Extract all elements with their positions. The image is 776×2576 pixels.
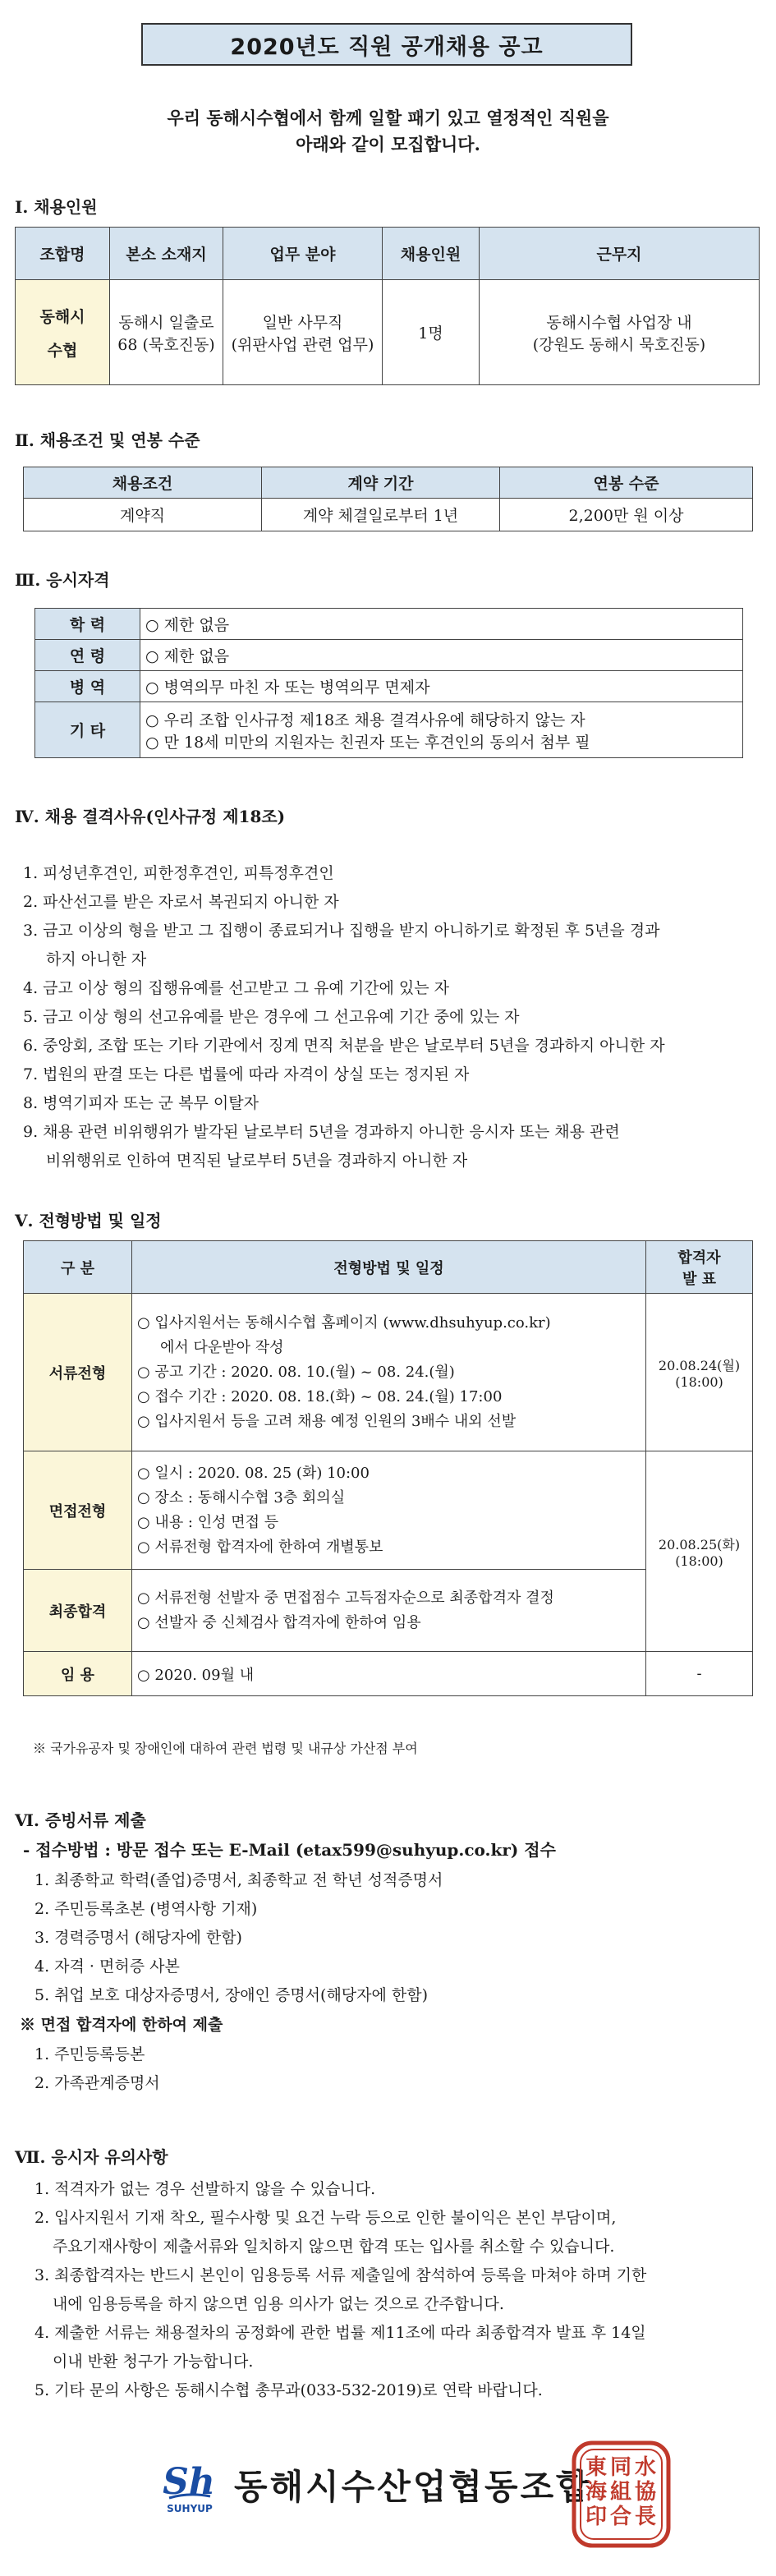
- interview-docs-heading: ※ 면접 합격자에 한하여 제출: [20, 2016, 223, 2034]
- schedule-final: ○ 서류전형 선발자 중 면접점수 고득점자순으로 최종합격자 결정 ○ 선발자 중 신체검사 합격자에 한하여 임용: [132, 1570, 646, 1652]
- recruit-header-workplace: 근무지: [480, 228, 760, 280]
- condition-table: [23, 467, 753, 531]
- schedule-result-interview: 20.08.25(화) (18:00): [646, 1451, 753, 1652]
- caution-item: 5. 기타 문의 사항은 동해시수협 총무과(033-532-2019)로 연락 바랍니다.: [34, 2381, 543, 2399]
- recruit-header-location: 본소 소재지: [110, 228, 223, 280]
- condition-header-period: 계약 기간: [262, 467, 500, 499]
- recruit-org: 동해시 수협: [16, 280, 110, 385]
- recruit-count: 1명: [383, 280, 480, 385]
- qual-other: ○ 우리 조합 인사규정 제18조 채용 결격사유에 해당하지 않는 자 ○ 만 18세 미만의 지원자는 친권자 또는 후견인의 동의서 첨부 필: [140, 702, 743, 758]
- disq-item-cont: 비위행위로 인하여 면직된 날로부터 5년을 경과하지 아니한 자: [46, 1152, 468, 1170]
- suhyup-logo-icon: [161, 2459, 218, 2517]
- recruit-header-count: 채용인원: [383, 228, 480, 280]
- schedule-table: [23, 1240, 753, 1696]
- organization-name: 동해시수산업협동조합: [234, 2467, 592, 2507]
- schedule-header-method: 전형방법 및 일정: [132, 1241, 646, 1294]
- doc-item: 3. 경력증명서 (해당자에 한함): [34, 1929, 242, 1947]
- caution-item: 2. 입사지원서 기재 착오, 필수사항 및 요건 누락 등으로 인한 불이익은 본인 부담이며,: [34, 2209, 617, 2227]
- qual-label-military: 병 역: [35, 671, 140, 702]
- svg-text:東: 東: [585, 2455, 608, 2480]
- section-7-heading: Ⅶ. 응시자 유의사항: [15, 2147, 168, 2167]
- disq-item: 9. 채용 관련 비위행위가 발각된 날로부터 5년을 경과하지 아니한 응시자 또는 채용 관련: [23, 1123, 620, 1141]
- disq-item: 2. 파산선고를 받은 자로서 복권되지 아니한 자: [23, 893, 339, 911]
- condition-header-salary: 연봉 수준: [500, 467, 753, 499]
- schedule-label-appoint: 임 용: [24, 1652, 132, 1696]
- caution-item: 1. 적격자가 없는 경우 선발하지 않을 수 있습니다.: [34, 2180, 376, 2198]
- svg-text:同: 同: [609, 2455, 632, 2480]
- disq-item: 7. 법원의 판결 또는 다른 법률에 따라 자격이 상실 또는 정지된 자: [23, 1065, 470, 1083]
- schedule-interview: ○ 일시 : 2020. 08. 25 (화) 10:00 ○ 장소 : 동해시수협 3층 회의실 ○ 내용 : 인성 면접 등 ○ 서류전형 합격자에 한하여 개별통보: [132, 1451, 646, 1570]
- intro-line-2: 아래와 같이 모집합니다.: [296, 134, 480, 154]
- disq-item: 3. 금고 이상의 형을 받고 그 집행이 종료되거나 집행을 받지 아니하기로 확정된 후 5년을 경과: [23, 922, 660, 940]
- condition-period: 계약 체결일로부터 1년: [262, 499, 500, 531]
- section-4-heading: Ⅳ. 채용 결격사유(인사규정 제18조): [15, 807, 286, 826]
- svg-text:合: 合: [609, 2505, 632, 2529]
- section-6-heading: Ⅵ. 증빙서류 제출: [15, 1810, 146, 1830]
- page-title: 2020년도 직원 공개채용 공고: [141, 23, 632, 66]
- qualification-table: [34, 608, 743, 758]
- svg-text:Sh: Sh: [163, 2461, 215, 2503]
- svg-text:長: 長: [634, 2505, 657, 2529]
- recruit-header-field: 업무 분야: [223, 228, 383, 280]
- caution-item: 4. 제출한 서류는 채용절차의 공정화에 관한 법률 제11조에 따라 최종합격자 발표 후 14일: [34, 2324, 646, 2342]
- svg-text:海: 海: [585, 2480, 608, 2505]
- submit-method: - 접수방법 : 방문 접수 또는 E-Mail (etax599@suhyup.co.kr) 접수: [23, 1840, 556, 1860]
- doc-item: 2. 가족관계증명서: [34, 2074, 160, 2092]
- disq-item: 5. 금고 이상 형의 선고유예를 받은 경우에 그 선고유예 기간 중에 있는 자: [23, 1008, 520, 1026]
- section-1-heading: Ⅰ. 채용인원: [15, 197, 98, 217]
- recruit-table: [15, 227, 760, 385]
- logo-wordmark: SUHYUP: [167, 2503, 213, 2514]
- schedule-label-final: 최종합격: [24, 1570, 132, 1652]
- doc-item: 4. 자격 · 면허증 사본: [34, 1957, 180, 1976]
- section-3-heading: Ⅲ. 응시자격: [15, 570, 110, 590]
- doc-item: 1. 최종학교 학력(졸업)증명서, 최종학교 전 학년 성적증명서: [34, 1871, 443, 1889]
- qual-education: ○ 제한 없음: [140, 609, 743, 640]
- svg-text:組: 組: [609, 2480, 632, 2505]
- disq-item-cont: 하지 아니한 자: [46, 950, 147, 968]
- caution-item-cont: 내에 임용등록을 하지 않으면 임용 의사가 없는 것으로 간주합니다.: [53, 2295, 504, 2313]
- recruit-workplace: 동해시수협 사업장 내 (강원도 동해시 묵호진동): [480, 280, 760, 385]
- official-seal-icon: [571, 2440, 672, 2549]
- schedule-result-appoint: -: [646, 1652, 753, 1696]
- condition-type: 계약직: [24, 499, 262, 531]
- qual-label-education: 학 력: [35, 609, 140, 640]
- caution-item-cont: 이내 반환 청구가 가능합니다.: [53, 2353, 254, 2371]
- disq-item: 8. 병역기피자 또는 군 복무 이탈자: [23, 1094, 259, 1112]
- svg-text:印: 印: [585, 2505, 608, 2529]
- doc-item: 1. 주민등록등본: [34, 2045, 145, 2063]
- recruit-field: 일반 사무직 (위판사업 관련 업무): [223, 280, 383, 385]
- section-5-heading: Ⅴ. 전형방법 및 일정: [15, 1211, 162, 1230]
- qual-military: ○ 병역의무 마친 자 또는 병역의무 면제자: [140, 671, 743, 702]
- recruit-header-org: 조합명: [16, 228, 110, 280]
- schedule-appoint: ○ 2020. 09월 내: [132, 1652, 646, 1696]
- qual-age: ○ 제한 없음: [140, 640, 743, 671]
- section-2-heading: Ⅱ. 채용조건 및 연봉 수준: [15, 430, 200, 450]
- condition-header-type: 채용조건: [24, 467, 262, 499]
- disq-item: 6. 중앙회, 조합 또는 기타 기관에서 징계 면직 처분을 받은 날로부터 5년을 경과하지 아니한 자: [23, 1037, 665, 1055]
- disq-item: 4. 금고 이상 형의 집행유예를 선고받고 그 유예 기간에 있는 자: [23, 979, 450, 997]
- doc-item: 2. 주민등록초본 (병역사항 기재): [34, 1900, 258, 1918]
- schedule-result-document: 20.08.24(월) (18:00): [646, 1294, 753, 1451]
- schedule-header-category: 구 분: [24, 1241, 132, 1294]
- disq-item: 1. 피성년후견인, 피한정후견인, 피특정후견인: [23, 864, 334, 882]
- qual-label-age: 연 령: [35, 640, 140, 671]
- schedule-note: ※ 국가유공자 및 장애인에 대하여 관련 법령 및 내규상 가산점 부여: [33, 1741, 418, 1756]
- condition-salary: 2,200만 원 이상: [500, 499, 753, 531]
- schedule-document: ○ 입사지원서는 동해시수협 홈페이지 (www.dhsuhyup.co.kr) 에서 다운받아 작성 ○ 공고 기간 : 2020. 08. 10.(월) ~ 08. 24.(월) ○ 접수 기간 : 2020. 08. 18.(화) ~ 08. 24.(월) 17:00 ○ 입사지원서 등을 고려 채용 예정 인원의 3배수 내외 선발: [132, 1294, 646, 1451]
- schedule-label-interview: 면접전형: [24, 1451, 132, 1570]
- schedule-header-result: 합격자 발 표: [646, 1241, 753, 1294]
- qual-label-other: 기 타: [35, 702, 140, 758]
- caution-item-cont: 주요기재사항이 제출서류와 일치하지 않으면 합격 또는 입사를 취소할 수 있습니다.: [53, 2238, 615, 2256]
- caution-item: 3. 최종합격자는 반드시 본인이 임용등록 서류 제출일에 참석하여 등록을 마쳐야 하며 기한: [34, 2266, 647, 2284]
- intro-line-1: 우리 동해시수협에서 함께 일할 패기 있고 열정적인 직원을: [167, 108, 609, 128]
- svg-text:水: 水: [634, 2455, 657, 2480]
- svg-text:協: 協: [634, 2480, 657, 2505]
- schedule-label-document: 서류전형: [24, 1294, 132, 1451]
- recruit-location: 동해시 일출로 68 (묵호진동): [110, 280, 223, 385]
- doc-item: 5. 취업 보호 대상자증명서, 장애인 증명서(해당자에 한함): [34, 1986, 429, 2004]
